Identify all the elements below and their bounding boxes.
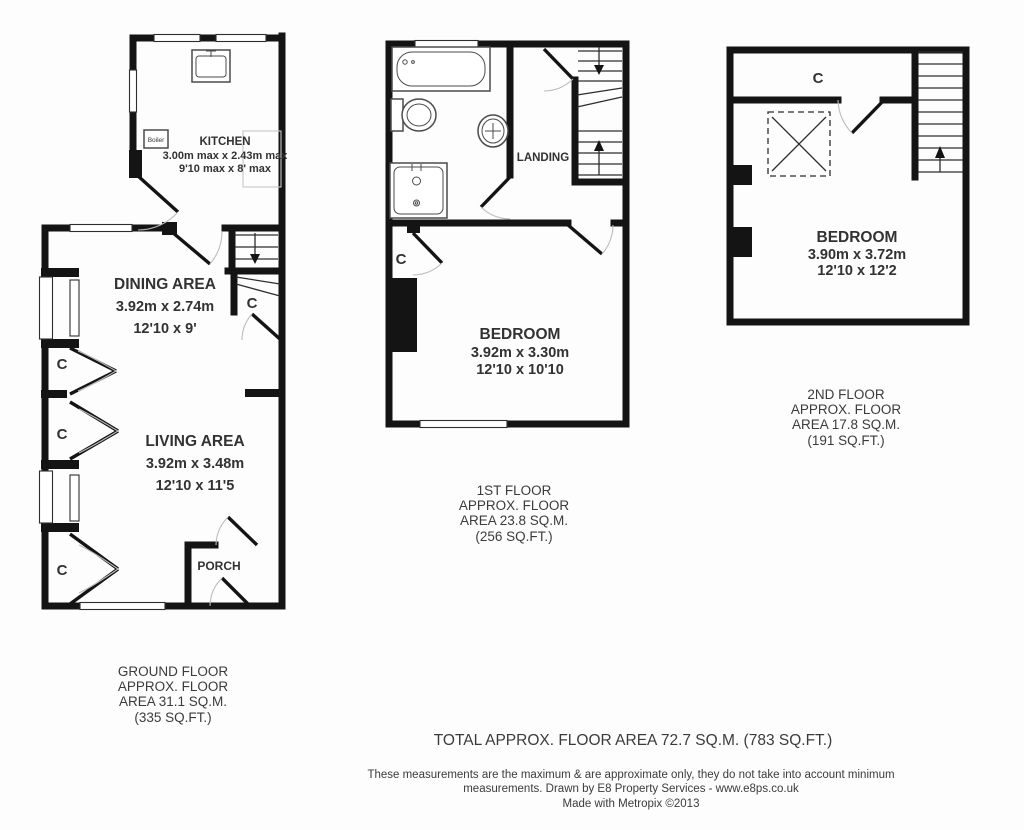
caption-line: AREA 23.8 SQ.M. [459, 513, 569, 529]
boiler-box [144, 130, 168, 148]
disclaimer-line: measurements. Drawn by E8 Property Services - www.e8ps.co.uk [463, 783, 799, 796]
window [70, 225, 132, 232]
second-floor-plan [722, 42, 972, 332]
kitchen-dim-metric: 3.00m max x 2.43m max [162, 150, 288, 162]
window-glazing [70, 280, 79, 336]
window [216, 35, 266, 42]
caption-line: (191 SQ.FT.) [807, 432, 885, 448]
wall-stub [407, 221, 420, 233]
bathroom-fixtures [390, 47, 508, 218]
window [80, 603, 165, 610]
second-floor-caption [721, 387, 971, 448]
bathtub-icon [392, 47, 490, 91]
chimney-breast [730, 165, 752, 185]
total-floor-area: TOTAL APPROX. FLOOR AREA 72.7 SQ.M. (783 SQ.FT.) [433, 732, 833, 749]
window [40, 471, 53, 523]
first-stairs [577, 47, 622, 175]
window [154, 35, 200, 42]
disclaimer-line: These measurements are the maximum & are approximate only, they do not take into account minimum [367, 769, 895, 781]
disclaimer-line: Made with Metropix ©2013 [562, 797, 700, 810]
second-stairs [918, 52, 963, 172]
window-glazing [70, 475, 79, 521]
ground-stairs [235, 233, 280, 296]
stairs-down-arrow-icon [594, 65, 604, 75]
window [420, 421, 507, 428]
ground-floor-plan [38, 28, 288, 628]
window-pier [41, 460, 79, 469]
room-label-kitchen: KITCHEN [199, 136, 251, 148]
caption-line: (256 SQ.FT.) [475, 528, 553, 544]
dining-dim-metric: 3.92m x 2.74m [115, 299, 215, 315]
caption-line: 1ST FLOOR [476, 483, 552, 498]
wall-stub [245, 389, 282, 397]
caption-line: APPROX. FLOOR [790, 402, 902, 418]
caption-line: AREA 31.1 SQ.M. [118, 694, 228, 710]
wall-stub [129, 150, 142, 178]
closet-label: C [246, 295, 258, 312]
disclaimer [242, 768, 1020, 811]
kitchen-dim-imperial: 9'10 max x 8' max [178, 163, 272, 175]
room-label-bedroom: BEDROOM [479, 326, 561, 343]
wall-stub [41, 390, 67, 398]
room-label-porch: PORCH [197, 559, 241, 573]
ground-floor-caption [48, 664, 298, 725]
kitchen-sink-icon [192, 50, 230, 82]
closet-label: C [812, 70, 824, 87]
bedroom-dim-metric: 3.92m x 3.30m [470, 345, 570, 361]
dining-dim-imperial: 12'10 x 9' [133, 321, 197, 337]
basin-icon [478, 115, 508, 147]
chimney-breast [730, 227, 752, 257]
caption-line: 2ND FLOOR [807, 387, 885, 402]
first-floor-plan [382, 35, 632, 435]
caption-line: APPROX. FLOOR [117, 679, 229, 695]
first-floor-caption [389, 483, 639, 544]
closet-label: C [395, 251, 407, 268]
room-label-landing: LANDING [516, 152, 570, 164]
skylight-icon [768, 112, 830, 176]
closet-label: C [56, 426, 68, 443]
bedroom-dim-imperial: 12'10 x 10'10 [476, 362, 564, 378]
closet-label: C [56, 356, 68, 373]
caption-line: GROUND FLOOR [117, 664, 229, 679]
second-walls [730, 50, 966, 322]
room-label-dining: DINING AREA [114, 276, 216, 293]
bedroom-dim-imperial: 12'10 x 12'2 [817, 263, 897, 279]
toilet-icon [391, 99, 436, 131]
caption-line: (335 SQ.FT.) [134, 709, 212, 725]
chimney-breast [390, 278, 417, 352]
room-label-living: LIVING AREA [145, 433, 245, 450]
shower-icon [390, 163, 447, 218]
caption-line: APPROX. FLOOR [458, 498, 570, 514]
window-pier [41, 268, 79, 277]
living-dim-imperial: 12'10 x 11'5 [155, 478, 235, 494]
second-doors [838, 98, 886, 133]
closet-label: C [56, 562, 68, 579]
caption-line: AREA 17.8 SQ.M. [791, 417, 901, 433]
boiler-label: Boiler [147, 137, 165, 144]
window [130, 70, 137, 112]
window-pier [41, 339, 79, 348]
room-label-bedroom: BEDROOM [816, 229, 898, 246]
living-dim-metric: 3.92m x 3.48m [145, 456, 245, 472]
window [40, 277, 53, 339]
window-pier [41, 523, 79, 532]
bedroom-dim-metric: 3.90m x 3.72m [807, 247, 907, 263]
